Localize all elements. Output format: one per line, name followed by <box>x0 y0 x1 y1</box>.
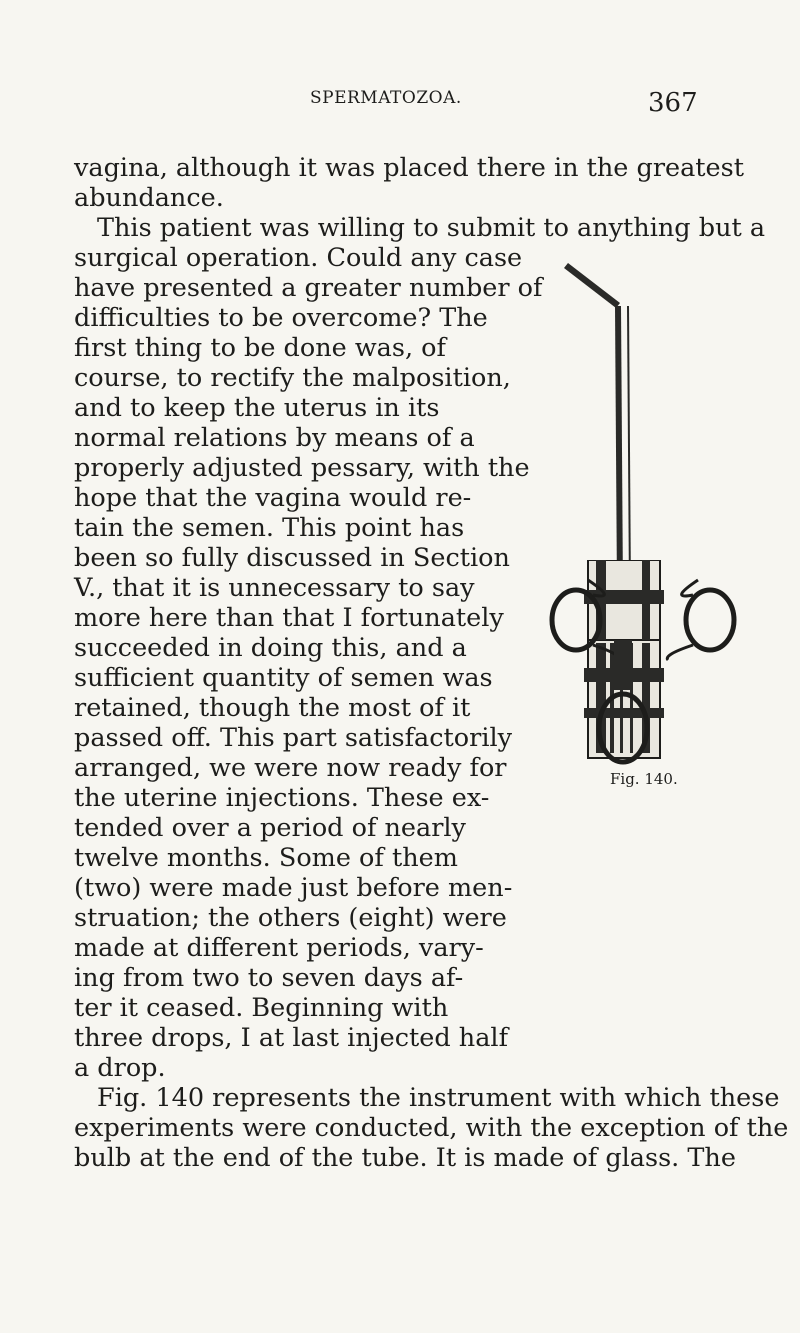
text-line: a drop. <box>74 1053 166 1083</box>
text-line: vagina, although it was placed there in the greatest <box>74 153 744 183</box>
text-line: more here than that I fortunately <box>74 603 504 633</box>
text-line: have presented a greater number of <box>74 273 543 303</box>
text-line: twelve months. Some of them <box>74 843 458 873</box>
text-line: Fig. 140 represents the instrument with which these <box>97 1083 780 1113</box>
running-title: SPERMATOZOA. <box>310 88 462 108</box>
text-line: and to keep the uterus in its <box>74 393 440 423</box>
text-line: made at different periods, vary- <box>74 933 484 963</box>
figure-caption: Fig. 140. <box>610 770 678 788</box>
text-line: course, to rectify the malposition, <box>74 363 511 393</box>
text-line: passed off. This part satisfactorily <box>74 723 513 753</box>
text-line: bulb at the end of the tube. It is made of glass. The <box>74 1143 736 1173</box>
text-line: struation; the others (eight) were <box>74 903 507 933</box>
text-line: abundance. <box>74 183 224 213</box>
text-line: tended over a period of nearly <box>74 813 466 843</box>
text-line: hope that the vagina would re- <box>74 483 472 513</box>
text-line: difficulties to be overcome? The <box>74 303 488 333</box>
text-line: experiments were conducted, with the exception of the <box>74 1113 789 1143</box>
text-line: arranged, we were now ready for <box>74 753 507 783</box>
text-line: properly adjusted pessary, with the <box>74 453 530 483</box>
text-line: surgical operation. Could any case <box>74 243 523 273</box>
text-line: (two) were made just before men- <box>74 873 513 903</box>
text-line: normal relations by means of a <box>74 423 475 453</box>
text-line: This patient was willing to submit to anything but a <box>97 213 766 243</box>
text-line: tain the semen. This point has <box>74 513 465 543</box>
syringe-finger-rings <box>548 560 738 775</box>
text-line: been so fully discussed in Section <box>74 543 510 573</box>
text-line: first thing to be done was, of <box>74 333 446 363</box>
page-number: 367 <box>648 88 698 118</box>
text-line: retained, though the most of it <box>74 693 471 723</box>
text-line: V., that it is unnecessary to say <box>74 573 475 603</box>
text-line: the uterine injections. These ex- <box>74 783 490 813</box>
text-line: succeeded in doing this, and a <box>74 633 467 663</box>
text-line: ing from two to seven days af- <box>74 963 464 993</box>
text-line: sufficient quantity of semen was <box>74 663 493 693</box>
text-line: ter it ceased. Beginning with <box>74 993 449 1023</box>
text-line: three drops, I at last injected half <box>74 1023 509 1053</box>
